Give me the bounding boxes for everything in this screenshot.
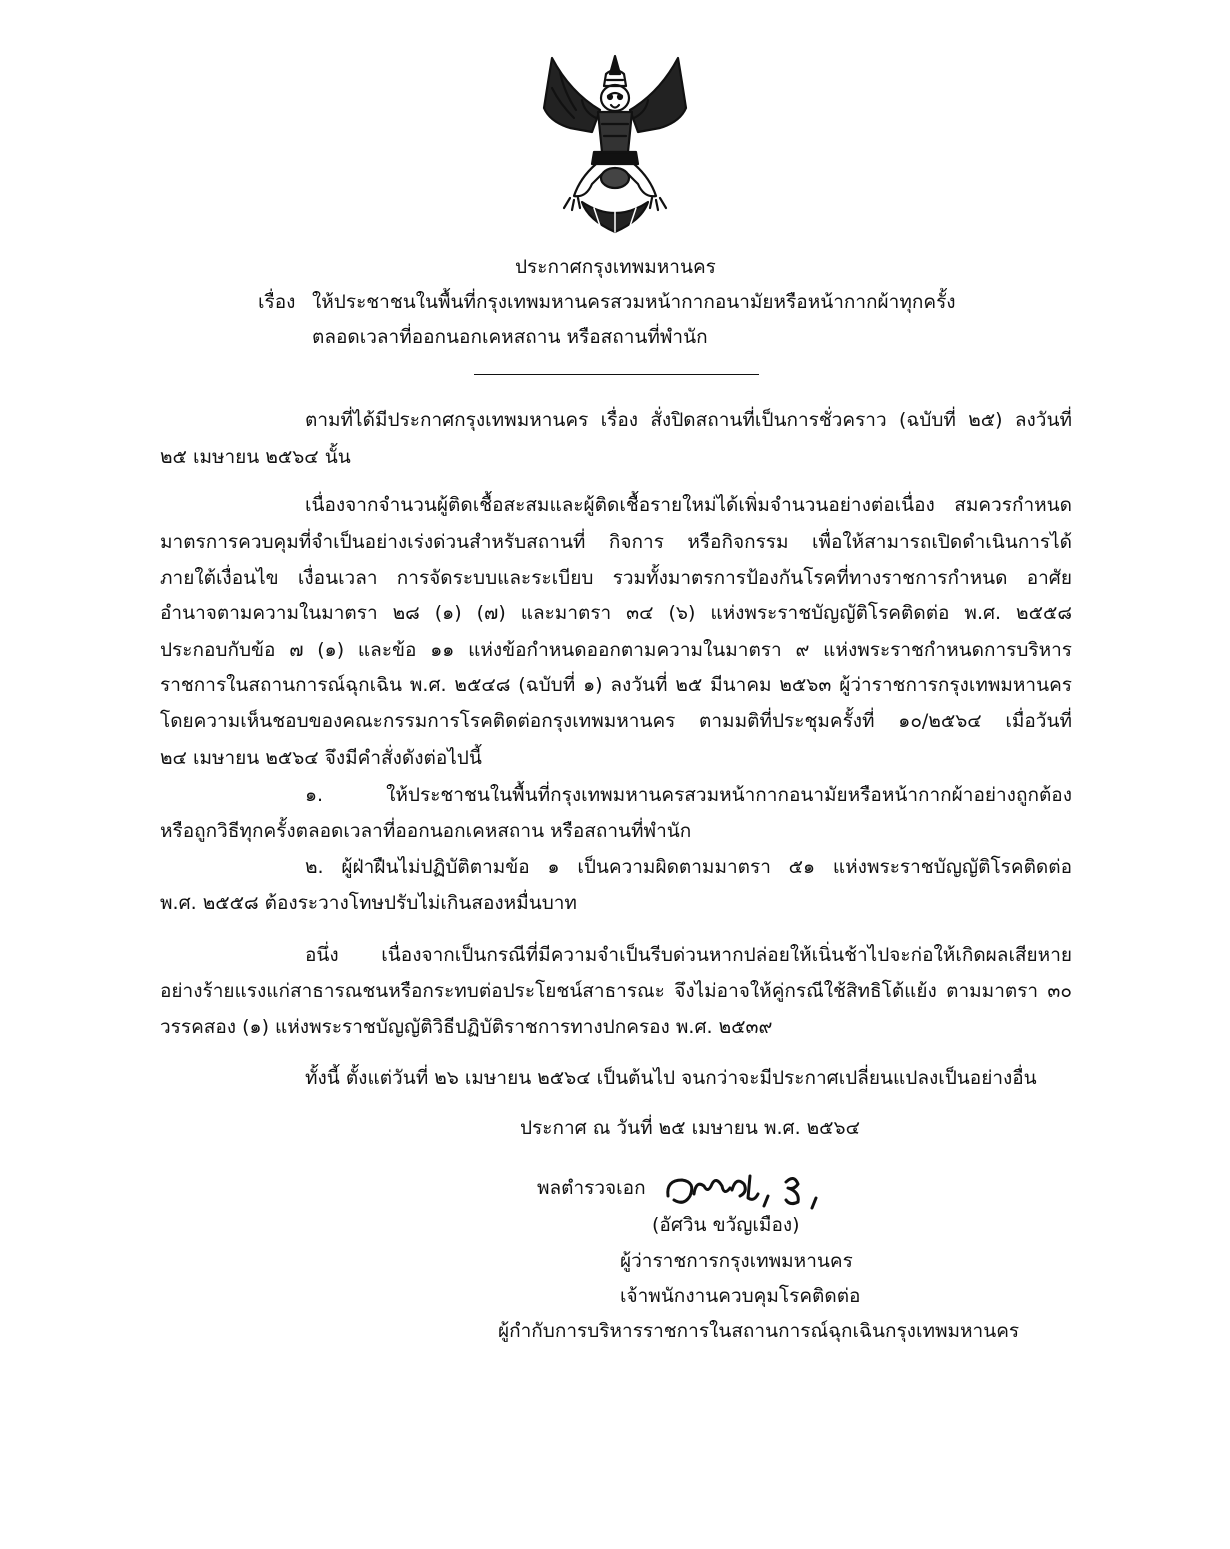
subject-line-1: ให้ประชาชนในพื้นที่กรุงเทพมหานครสวมหน้ากากอนามัยหรือหน้ากากผ้าทุกครั้ง <box>312 291 956 313</box>
announcement-date: ประกาศ ณ วันที่ ๒๕ เมษายน พ.ศ. ๒๕๖๔ <box>520 1117 860 1139</box>
paragraph-2-line: ภายใต้เงื่อนไข เงื่อนเวลา การจัดระบบและระเบียบ รวมทั้งมาตรการป้องกันโรคที่ทางราชการกำหนด อาศัย <box>160 567 1072 589</box>
signer-position-2: เจ้าพนักงานควบคุมโรคติดต่อ <box>620 1285 861 1307</box>
paragraph-1-line: ๒๕ เมษายน ๒๕๖๔ นั้น <box>160 446 351 468</box>
handwritten-signature <box>660 1166 860 1214</box>
paragraph-1-line: ตามที่ได้มีประกาศกรุงเทพมหานคร เรื่อง สั่งปิดสถานที่เป็นการชั่วคราว (ฉบับที่ ๒๕) ลงวันที่ <box>305 409 1072 431</box>
garuda-emblem-icon <box>530 52 700 237</box>
signer-name: (อัศวิน ขวัญเมือง) <box>652 1214 800 1236</box>
signer-position-3: ผู้กำกับการบริหารราชการในสถานการณ์ฉุกเฉินกรุงเทพมหานคร <box>498 1320 1020 1342</box>
paragraph-3-line: วรรคสอง (๑) แห่งพระราชบัญญัติวิธีปฏิบัติราชการทางปกครอง พ.ศ. ๒๕๓๙ <box>160 1016 773 1038</box>
paragraph-2-line: โดยความเห็นชอบของคณะกรรมการโรคติดต่อกรุงเทพมหานคร ตามมติที่ประชุมครั้งที่ ๑๐/๒๕๖๔ เมื่อวันที่ <box>160 710 1072 732</box>
paragraph-3-line: อนึ่ง เนื่องจากเป็นกรณีที่มีความจำเป็นรีบด่วนหากปล่อยให้เนิ่นช้าไปจะก่อให้เกิดผลเสียหาย <box>305 944 1072 966</box>
item-2-line: พ.ศ. ๒๕๕๘ ต้องระวางโทษปรับไม่เกินสองหมื่นบาท <box>160 892 577 914</box>
signer-position-1: ผู้ว่าราชการกรุงเทพมหานคร <box>620 1250 853 1272</box>
paragraph-2-line: ประกอบกับข้อ ๗ (๑) และข้อ ๑๑ แห่งข้อกำหนดออกตามความในมาตรา ๙ แห่งพระราชกำหนดการบริหาร <box>160 639 1072 661</box>
signer-rank: พลตำรวจเอก <box>537 1177 646 1199</box>
paragraph-2-line: มาตรการควบคุมที่จำเป็นอย่างเร่งด่วนสำหรับสถานที่ กิจการ หรือกิจกรรม เพื่อให้สามารถเปิดดำเนินการได้ <box>160 531 1072 553</box>
paragraph-2-line: เนื่องจากจำนวนผู้ติดเชื้อสะสมและผู้ติดเชื้อรายใหม่ได้เพิ่มจำนวนอย่างต่อเนื่อง สมควรกำหนด <box>305 494 1072 516</box>
paragraph-3-line: อย่างร้ายแรงแก่สาธารณชนหรือกระทบต่อประโยชน์สาธารณะ จึงไม่อาจให้คู่กรณีใช้สิทธิโต้แย้ง ตามมาตรา ๓๐ <box>160 980 1072 1002</box>
item-2-line: ๒. ผู้ฝ่าฝืนไม่ปฏิบัติตามข้อ ๑ เป็นความผิดตามมาตรา ๕๑ แห่งพระราชบัญญัติโรคติดต่อ <box>305 856 1072 878</box>
subject-label: เรื่อง <box>258 291 296 313</box>
subject-line-2: ตลอดเวลาที่ออกนอกเคหสถาน หรือสถานที่พำนัก <box>312 326 708 348</box>
paragraph-2-line: ๒๔ เมษายน ๒๕๖๔ จึงมีคำสั่งดังต่อไปนี้ <box>160 747 482 769</box>
paragraph-2-line: ราชการในสถานการณ์ฉุกเฉิน พ.ศ. ๒๕๔๘ (ฉบับที่ ๑) ลงวันที่ ๒๕ มีนาคม ๒๕๖๓ ผู้ว่าราชการกรุงเทพมหานคร <box>160 674 1072 696</box>
header-divider <box>474 374 759 375</box>
paragraph-2-line: อำนาจตามความในมาตรา ๒๘ (๑) (๗) และมาตรา ๓๔ (๖) แห่งพระราชบัญญัติโรคติดต่อ พ.ศ. ๒๕๕๘ <box>160 602 1072 624</box>
item-1-line: ๑. ให้ประชาชนในพื้นที่กรุงเทพมหานครสวมหน้ากากอนามัยหรือหน้ากากผ้าอย่างถูกต้อง <box>305 784 1072 806</box>
agency-title: ประกาศกรุงเทพมหานคร <box>515 256 716 278</box>
item-1-line: หรือถูกวิธีทุกครั้งตลอดเวลาที่ออกนอกเคหสถาน หรือสถานที่พำนัก <box>160 820 692 842</box>
effective-date-text: ทั้งนี้ ตั้งแต่วันที่ ๒๖ เมษายน ๒๕๖๔ เป็นต้นไป จนกว่าจะมีประกาศเปลี่ยนแปลงเป็นอย่างอื่น <box>305 1067 1037 1089</box>
